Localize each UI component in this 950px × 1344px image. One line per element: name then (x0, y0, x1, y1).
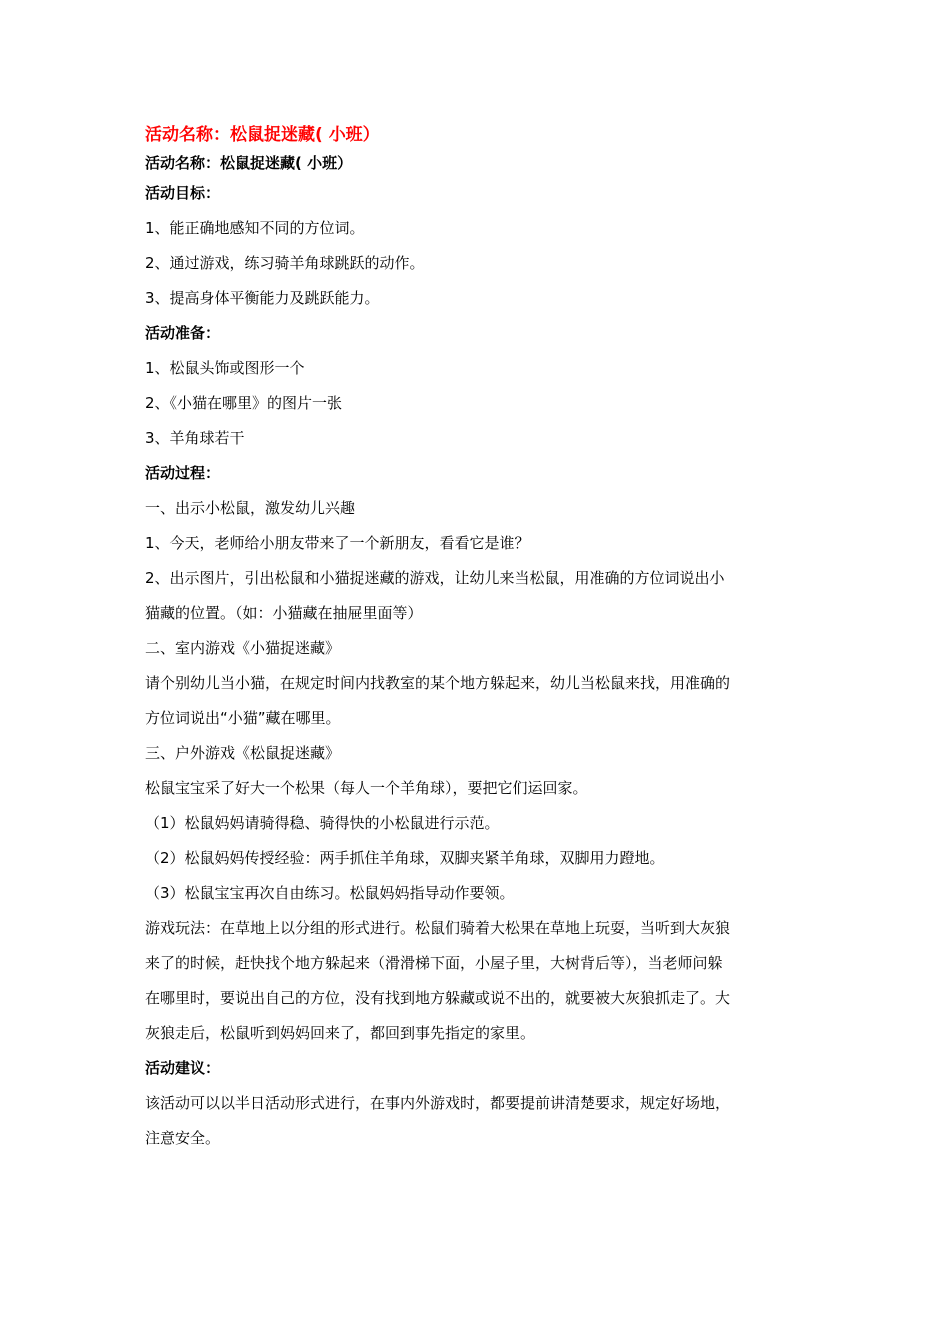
goal-item: 1、能正确地感知不同的方位词。 (145, 219, 365, 237)
goals-list (145, 211, 805, 316)
process-line: 2、出示图片，引出松鼠和小猫捉迷藏的游戏，让幼儿来当松鼠，用准确的方位词说出小 (145, 569, 725, 587)
preparation-item: 1、松鼠头饰或图形一个 (145, 359, 305, 377)
suggestion-line: 注意安全。 (145, 1129, 221, 1147)
preparation-item: 2、《小猫在哪里》的图片一张 (145, 394, 343, 412)
process-line: 三、户外游戏《松鼠捉迷藏》 (145, 744, 341, 762)
process-line: （1）松鼠妈妈请骑得稳、骑得快的小松鼠进行示范。 (145, 814, 500, 832)
process-line: 一、出示小松鼠，激发幼儿兴趣 (145, 499, 356, 517)
process-line: 来了的时候，赶快找个地方躲起来（滑滑梯下面，小屋子里，大树背后等），当老师问躲 (145, 954, 723, 972)
activity-name: 活动名称：松鼠捉迷藏( 小班） (145, 154, 353, 172)
process-body (145, 491, 805, 1051)
goal-item: 3、提高身体平衡能力及跳跃能力。 (145, 289, 380, 307)
process-line: 1、今天，老师给小朋友带来了一个新朋友，看看它是谁？ (145, 534, 530, 552)
suggestion-body (145, 1086, 805, 1156)
document-title: 活动名称：松鼠捉迷藏( 小班） (145, 125, 380, 145)
preparation-list (145, 351, 805, 456)
suggestion-heading: 活动建议： (145, 1059, 221, 1077)
process-line: 游戏玩法：在草地上以分组的形式进行。松鼠们骑着大松果在草地上玩耍，当听到大灰狼 (145, 919, 731, 937)
process-line: （2）松鼠妈妈传授经验：两手抓住羊角球，双脚夹紧羊角球，双脚用力蹬地。 (145, 849, 665, 867)
suggestion-line: 该活动可以以半日活动形式进行，在事内外游戏时，都要提前讲清楚要求，规定好场地， (145, 1094, 731, 1112)
preparation-heading: 活动准备： (145, 324, 221, 342)
process-line: 在哪里时，要说出自己的方位，没有找到地方躲藏或说不出的，就要被大灰狼抓走了。大 (145, 989, 731, 1007)
goal-item: 2、通过游戏，练习骑羊角球跳跃的动作。 (145, 254, 425, 272)
process-line: 二、室内游戏《小猫捉迷藏》 (145, 639, 341, 657)
process-line: （3）松鼠宝宝再次自由练习。松鼠妈妈指导动作要领。 (145, 884, 515, 902)
goals-heading: 活动目标： (145, 184, 221, 202)
preparation-item: 3、羊角球若干 (145, 429, 245, 447)
process-line: 方位词说出“小猫”藏在哪里。 (145, 709, 341, 727)
document-page (145, 120, 805, 1156)
process-heading: 活动过程： (145, 464, 221, 482)
process-line: 灰狼走后，松鼠听到妈妈回来了，都回到事先指定的家里。 (145, 1024, 536, 1042)
process-line: 猫藏的位置。（如：小猫藏在抽屉里面等） (145, 604, 423, 622)
process-line: 松鼠宝宝采了好大一个松果（每人一个羊角球），要把它们运回家。 (145, 779, 588, 797)
process-line: 请个别幼儿当小猫，在规定时间内找教室的某个地方躲起来，幼儿当松鼠来找，用准确的 (145, 674, 731, 692)
